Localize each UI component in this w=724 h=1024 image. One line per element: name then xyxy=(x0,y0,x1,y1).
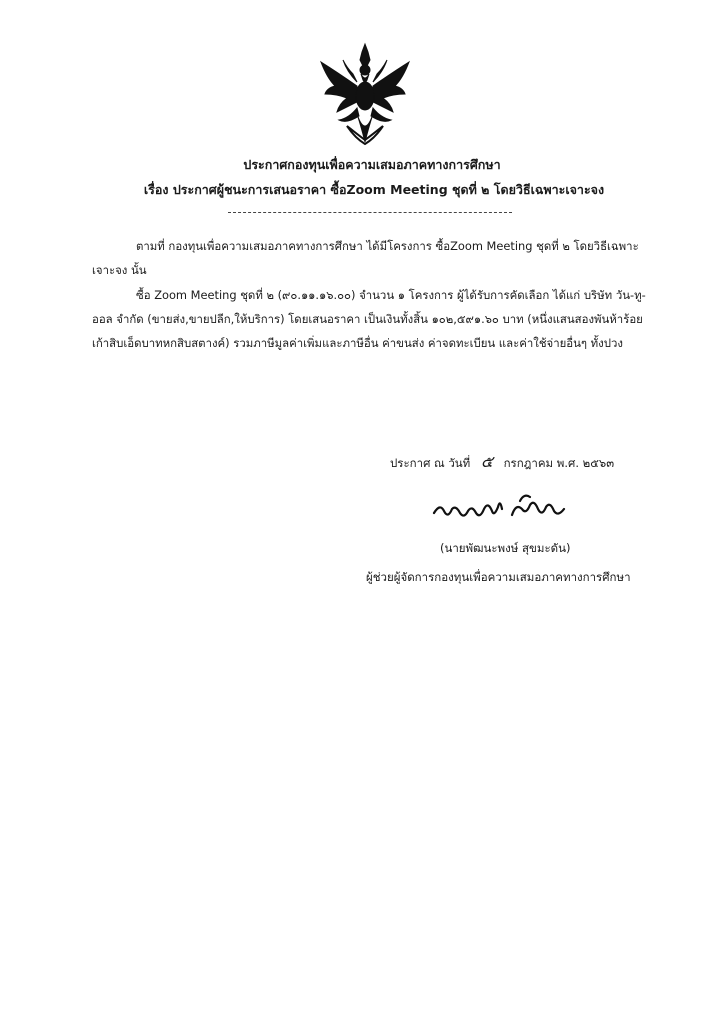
separator-line xyxy=(228,212,512,213)
body-paragraph-2: ซื้อ Zoom Meeting ชุดที่ ๒ (๙๐.๑๑.๑๖.๐๐) จำนวน ๑ โครงการ ผู้ได้รับการคัดเลือก ได้แก่ บริษัท วัน-ทู-ออล จำกัด (ขายส่ง,ขายปลีก,ให้บริการ) โดยเสนอราคา เป็นเงินทั้งสิ้น ๑๐๒,๕๙๑.๖๐ บาท (หนึ่งแสนสองพันห้าร้อยเก้าสิบเอ็ดบาทหกสิบสตางค์) รวมภาษีมูลค่าเพิ่มและภาษีอื่น ค่าขนส่ง ค่าจดทะเบียน และค่าใช้จ่ายอื่นๆ ทั้งปวง xyxy=(92,288,646,350)
document-subject: เรื่อง ประกาศผู้ชนะการเสนอราคา ซื้อZoom Meeting ชุดที่ ๒ โดยวิธีเฉพาะเจาะจง xyxy=(143,182,605,197)
body-paragraph-1: ตามที่ กองทุนเพื่อความเสมอภาคทางการศึกษา ได้มีโครงการ ซื้อZoom Meeting ชุดที่ ๒ โดยวิธีเฉพาะเจาะจง นั้น xyxy=(92,239,639,277)
handwritten-signature-icon xyxy=(430,485,570,535)
announcement-date xyxy=(390,450,614,475)
signer-title: ผู้ช่วยผู้จัดการกองทุนเพื่อความเสมอภาคทางการศึกษา xyxy=(366,570,631,584)
document-title: ประกาศกองทุนเพื่อความเสมอภาคทางการศึกษา xyxy=(243,157,501,172)
garuda-emblem-icon xyxy=(317,42,413,146)
signer-name: (นายพัฒนะพงษ์ สุขมะดัน) xyxy=(440,541,571,555)
date-month-year: กรกฎาคม พ.ศ. ๒๕๖๓ xyxy=(503,456,615,470)
date-prefix: ประกาศ ณ วันที่ xyxy=(390,456,471,470)
date-day: ๕ xyxy=(480,452,493,471)
